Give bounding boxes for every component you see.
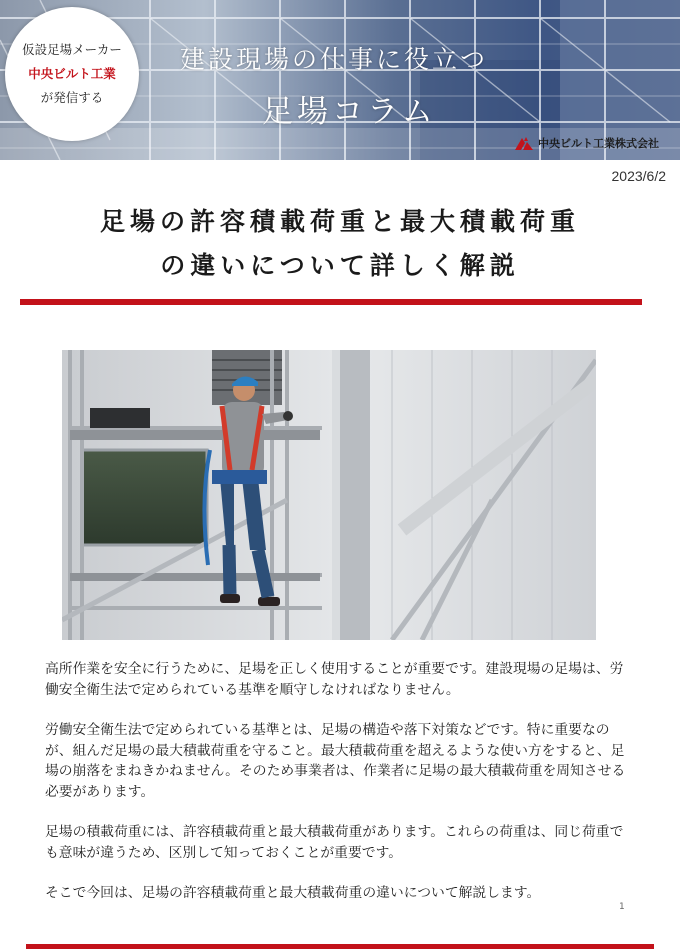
paragraph-4: そこで今回は、足場の許容積載荷重と最大積載荷重の違いについて解説します。 bbox=[45, 885, 541, 901]
company-logo-icon bbox=[515, 136, 535, 150]
paragraph-1: 高所作業を安全に行うために、足場を正しく使用することが重要です。建設現場の足場は、労働安全衛生法で定められている基準を順守しなければなりません。 bbox=[45, 661, 624, 698]
company-logo bbox=[515, 135, 659, 151]
article-body bbox=[45, 659, 635, 924]
publisher-badge bbox=[5, 7, 139, 141]
badge-company-name: 中央ビルト工業 bbox=[28, 66, 116, 81]
company-name: 中央ビルト工業株式会社 bbox=[538, 137, 659, 150]
badge-line-3: が発信する bbox=[40, 90, 104, 105]
footer-divider bbox=[26, 944, 654, 949]
title-divider bbox=[20, 299, 642, 305]
banner-title: 足場コラム bbox=[262, 94, 437, 130]
page-number: 1 bbox=[619, 902, 625, 912]
paragraph-2: 労働安全衛生法で定められている基準とは、足場の構造や落下対策などです。特に重要なのが、組んだ足場の最大積載荷重を守ること。最大積載荷重を超えるような使い方をすると、足場の崩落をまねきかねません。そのため事業者は、作業者に足場の最大積載荷重を周知させる必要があります。 bbox=[45, 722, 626, 800]
article-title bbox=[0, 200, 680, 288]
banner-subtitle: 建設現場の仕事に役立つ bbox=[180, 45, 489, 74]
article-title-line-1: 足場の許容積載荷重と最大積載荷重 bbox=[99, 207, 580, 236]
paragraph-3: 足場の積載荷重には、許容積載荷重と最大積載荷重があります。これらの荷重は、同じ荷重でも意味が違うため、区別して知っておくことが重要です。 bbox=[45, 824, 624, 861]
header-banner bbox=[0, 0, 680, 160]
worker-on-scaffold-illustration bbox=[62, 350, 596, 640]
article-title-line-2: の違いについて詳しく解説 bbox=[160, 251, 520, 280]
article-photo bbox=[62, 350, 596, 640]
publish-date: 2023/6/2 bbox=[611, 168, 666, 184]
badge-line-1: 仮設足場メーカー bbox=[22, 42, 122, 57]
